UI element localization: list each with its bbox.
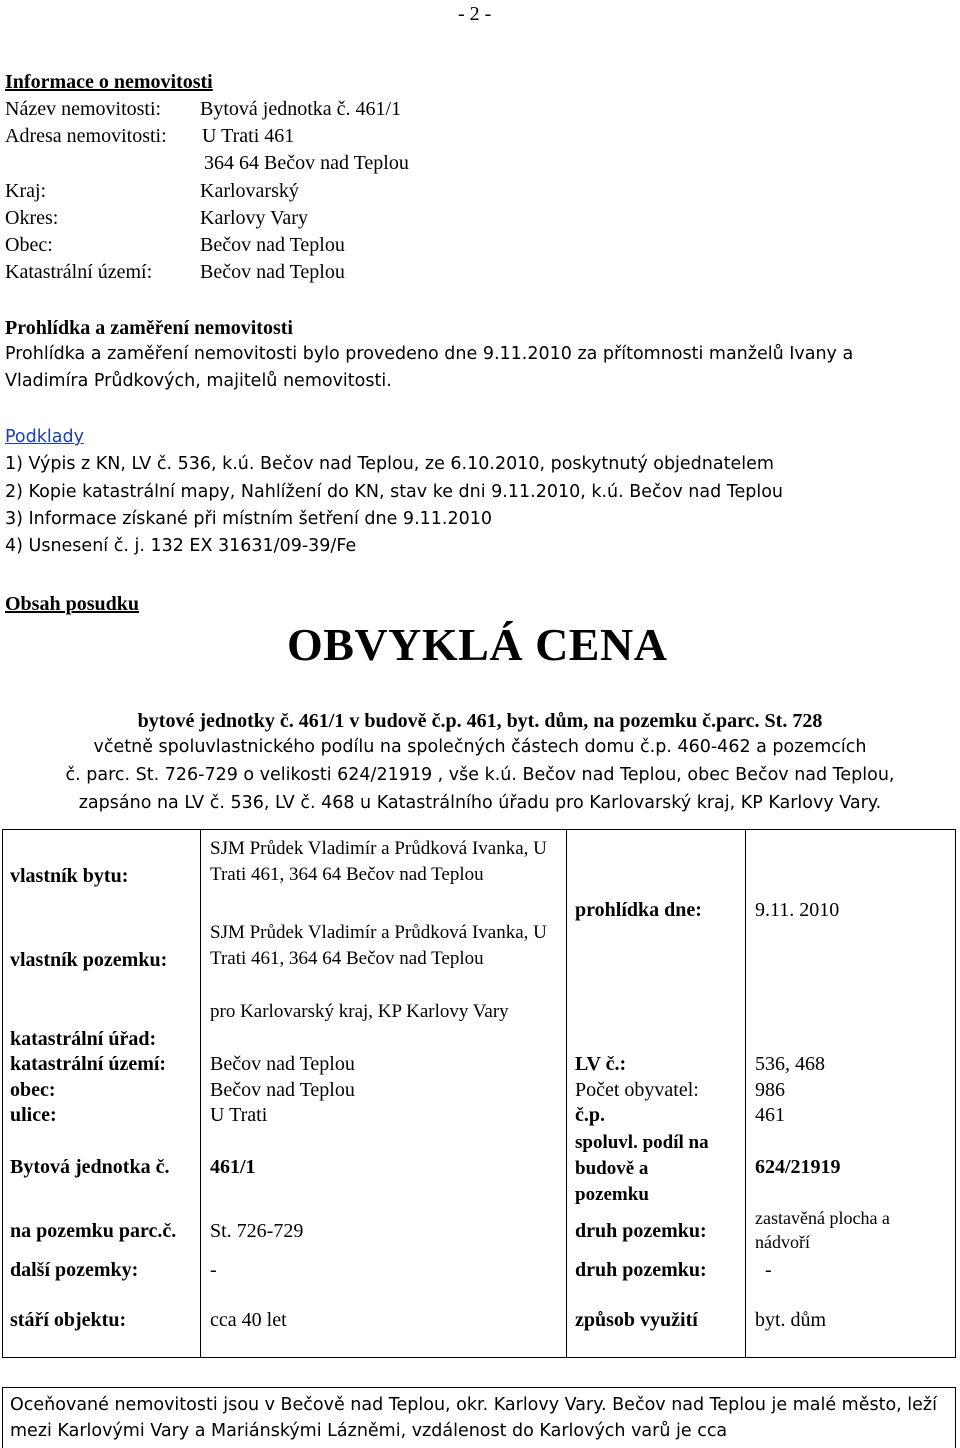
land-type-label: druh pozemku: [575,1220,707,1242]
owner-land-value: SJM Průdek Vladimír a Průdková Ivanka, U Trati 461, 364 64 Bečov nad Teplou [210,922,547,969]
owner-flat-value: SJM Průdek Vladimír a Průdková Ivanka, U Trati 461, 364 64 Bečov nad Teplou [210,838,547,885]
table-divider-3 [745,829,746,1358]
address-label: Adresa nemovitosti: [5,125,167,147]
municipality-row-value: Bečov nad Teplou [210,1079,355,1101]
region-label: Kraj: [5,180,47,202]
usage-value: byt. dům [755,1309,827,1331]
document-item-3: 3) Informace získané při místním šetření dne 9.11.2010 [5,509,493,529]
footer-text: Oceňované nemovitosti jsou v Bečově nad Teplou, okr. Karlovy Vary. Bečov nad Teplou je malé město, leží mezi Karlovými Vary a Mariánskými Lázněmi, vzdálenost do Karlových varů je cca [10,1395,937,1441]
street-value: U Trati [210,1104,268,1126]
cadastral-territory-label: katastrální území: [10,1053,167,1075]
land-type2-value: - [765,1259,772,1281]
cadastral-label: Katastrální území: [5,261,153,283]
page-number: - 2 - [458,3,492,25]
other-land-value: - [210,1259,217,1281]
cp-value: 461 [755,1104,785,1126]
land-type2-label: druh pozemku: [575,1259,707,1281]
unit-label: Bytová jednotka č. [10,1156,170,1178]
cadastral-value: Bečov nad Teplou [200,261,345,283]
inspection-line2: Vladimíra Průdkových, majitelů nemovitosti. [5,371,392,391]
document-item-4: 4) Usnesení č. j. 132 EX 31631/09-39/Fe [5,536,357,556]
cadastral-office-label: katastrální úřad: [10,1028,157,1050]
document-title: OBVYKLÁ CENA [287,619,668,670]
population-label: Počet obyvatel: [575,1079,699,1101]
inspection-line1: Prohlídka a zaměření nemovitosti bylo provedeno dne 9.11.2010 za přítomnosti manželů Ivany a [5,344,854,364]
subject-line4: zapsáno na LV č. 536, LV č. 468 u Katastrálního úřadu pro Karlovarský kraj, KP Karlovy Vary. [78,793,882,813]
documents-heading: Podklady [5,427,84,447]
address-line2: 364 64 Bečov nad Teplou [204,152,409,174]
unit-value: 461/1 [210,1156,256,1178]
property-info-heading: Informace o nemovitosti [5,71,213,93]
lv-value: 536, 468 [755,1053,825,1075]
lv-label: LV č.: [575,1053,627,1075]
region-value: Karlovarský [200,180,299,202]
street-label: ulice: [10,1104,57,1126]
share-value: 624/21919 [755,1156,841,1178]
table-divider-2 [566,829,567,1358]
land-type-value: zastavěná plocha a nádvoří [755,1208,890,1252]
cadastral-office-value: pro Karlovarský kraj, KP Karlovy Vary [210,1001,509,1022]
subject-line2: včetně spoluvlastnického podílu na společných částech domu č.p. 460-462 a pozemcích [93,737,867,757]
parcel-value: St. 726-729 [210,1220,304,1242]
population-value: 986 [755,1079,785,1101]
owner-land-label: vlastník pozemku: [10,949,168,971]
municipality-row-label: obec: [10,1079,56,1101]
property-name-value: Bytová jednotka č. 461/1 [200,98,402,120]
inspection-date-label: prohlídka dne: [575,899,702,921]
document-item-1: 1) Výpis z KN, LV č. 536, k.ú. Bečov nad Teplou, ze 6.10.2010, poskytnutý objednatelem [5,454,774,474]
parcel-label: na pozemku parc.č. [10,1220,177,1242]
other-land-label: další pozemky: [10,1259,139,1281]
usage-label: způsob využití [575,1309,698,1331]
district-value: Karlovy Vary [200,207,308,229]
subject-line3: č. parc. St. 726-729 o velikosti 624/21919 , vše k.ú. Bečov nad Teplou, obec Bečov nad Teplou, [65,765,895,785]
cp-label: č.p. [575,1104,605,1126]
content-heading: Obsah posudku [5,593,139,615]
subject-line1: bytové jednotky č. 461/1 v budově č.p. 461, byt. dům, na pozemku č.parc. St. 728 [137,710,823,732]
age-value: cca 40 let [210,1309,287,1331]
table-divider-1 [200,829,201,1358]
municipality-label: Obec: [5,234,53,256]
document-item-2: 2) Kopie katastrální mapy, Nahlížení do KN, stav ke dni 9.11.2010, k.ú. Bečov nad Teplou [5,482,784,502]
address-line1: U Trati 461 [202,125,295,147]
owner-flat-label: vlastník bytu: [10,865,129,887]
municipality-value: Bečov nad Teplou [200,234,345,256]
property-name-label: Název nemovitosti: [5,98,162,120]
age-label: stáří objektu: [10,1309,127,1331]
cadastral-territory-value: Bečov nad Teplou [210,1053,355,1075]
share-label: spoluvl. podíl na budově a pozemku [575,1132,709,1205]
district-label: Okres: [5,207,59,229]
inspection-date-value: 9.11. 2010 [755,899,840,921]
inspection-heading: Prohlídka a zaměření nemovitosti [5,317,293,339]
